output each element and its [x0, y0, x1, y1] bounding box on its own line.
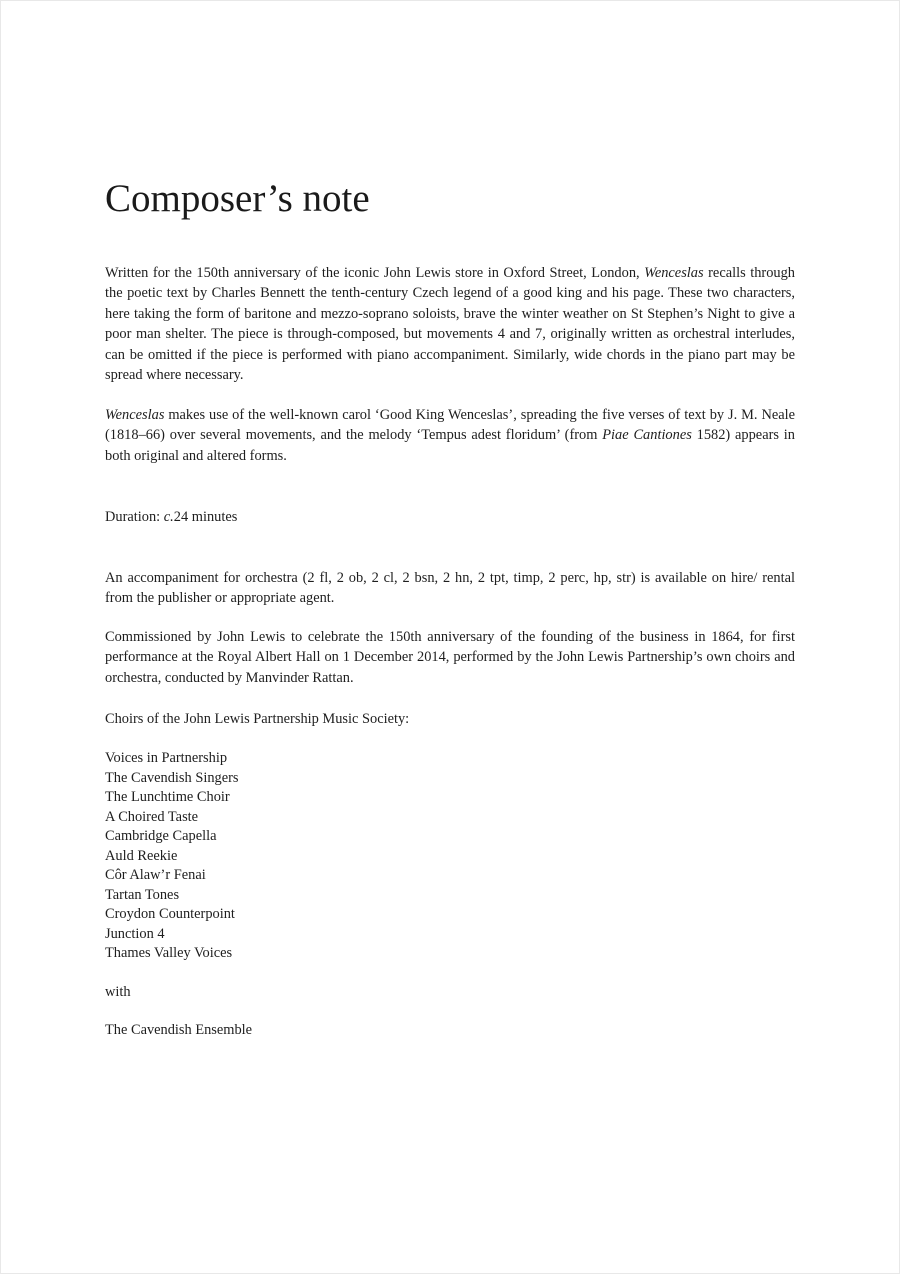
duration-line — [105, 508, 237, 528]
choir-item: Junction 4 — [105, 925, 165, 942]
choir-list — [105, 749, 239, 964]
choir-item: Thames Valley Voices — [105, 945, 233, 961]
choir-item: Tartan Tones — [105, 886, 180, 903]
choir-item: The Lunchtime Choir — [105, 789, 230, 805]
carol-paragraph — [105, 405, 795, 466]
intro-paragraph — [105, 263, 795, 385]
intro-text-start: Written for the 150th anniversary of the iconic John Lewis store in Oxford Street, London, — [105, 265, 645, 281]
with-label: with — [105, 984, 131, 1000]
society-heading: Choirs of the John Lewis Partnership Music Society: — [105, 711, 410, 727]
carol-text-end: 1582) appears in both original and altered forms. — [105, 427, 795, 464]
choir-item: Voices in Partnership — [105, 750, 228, 766]
choir-item: The Cavendish Singers — [105, 769, 239, 786]
intro-text-end: recalls through the poetic text by Charles Bennett the tenth-century Czech legend of a good king and his page. These two characters, here taking the form of baritone and mezzo-soprano soloists, brave the winter weather on St Stephen’s Night to give a poor man shelter. The piece is through-composed, but movements 4 and 7, originally written as orchestral interludes, can be omitted if the piece is performed with piano accompaniment. Similarly, wide chords in the piano part may be spread where necessary. — [105, 265, 796, 384]
choir-item: Côr Alaw’r Fenai — [105, 867, 206, 883]
carol-text: makes use of the well-known carol ‘Good King Wenceslas’, spreading the five verses of text by J. M. Neale (1818–66) over several movements, and the melody ‘Tempus adest floridum’ (from — [105, 407, 795, 444]
duration-value: 24 minutes — [173, 509, 238, 525]
commission-paragraph: Commissioned by John Lewis to celebrate the 150th anniversary of the founding of the business in 1864, for first performance at the Royal Albert Hall on 1 December 2014, performed by the John Lewis Partnership’s own choirs and orchestra, conducted by Manvinder Rattan. — [105, 629, 795, 686]
source-title: Piae Cantiones — [602, 427, 692, 444]
duration-circa: c. — [163, 509, 174, 525]
work-title: Wenceslas — [644, 265, 704, 281]
page-title: Composer’s note — [105, 177, 370, 220]
choir-item: Auld Reekie — [105, 847, 178, 864]
work-title: Wenceslas — [105, 407, 165, 423]
choir-item: A Choired Taste — [105, 808, 199, 825]
ensemble-name: The Cavendish Ensemble — [105, 1022, 253, 1038]
accompaniment-paragraph: An accompaniment for orchestra (2 fl, 2 ob, 2 cl, 2 bsn, 2 hn, 2 tpt, timp, 2 perc, hp, str) is available on hire/ rental from the publisher or appropriate agent. — [105, 570, 795, 607]
choir-item: Croydon Counterpoint — [105, 906, 235, 922]
choir-item: Cambridge Capella — [105, 828, 217, 844]
duration-label: Duration: — [105, 509, 164, 525]
